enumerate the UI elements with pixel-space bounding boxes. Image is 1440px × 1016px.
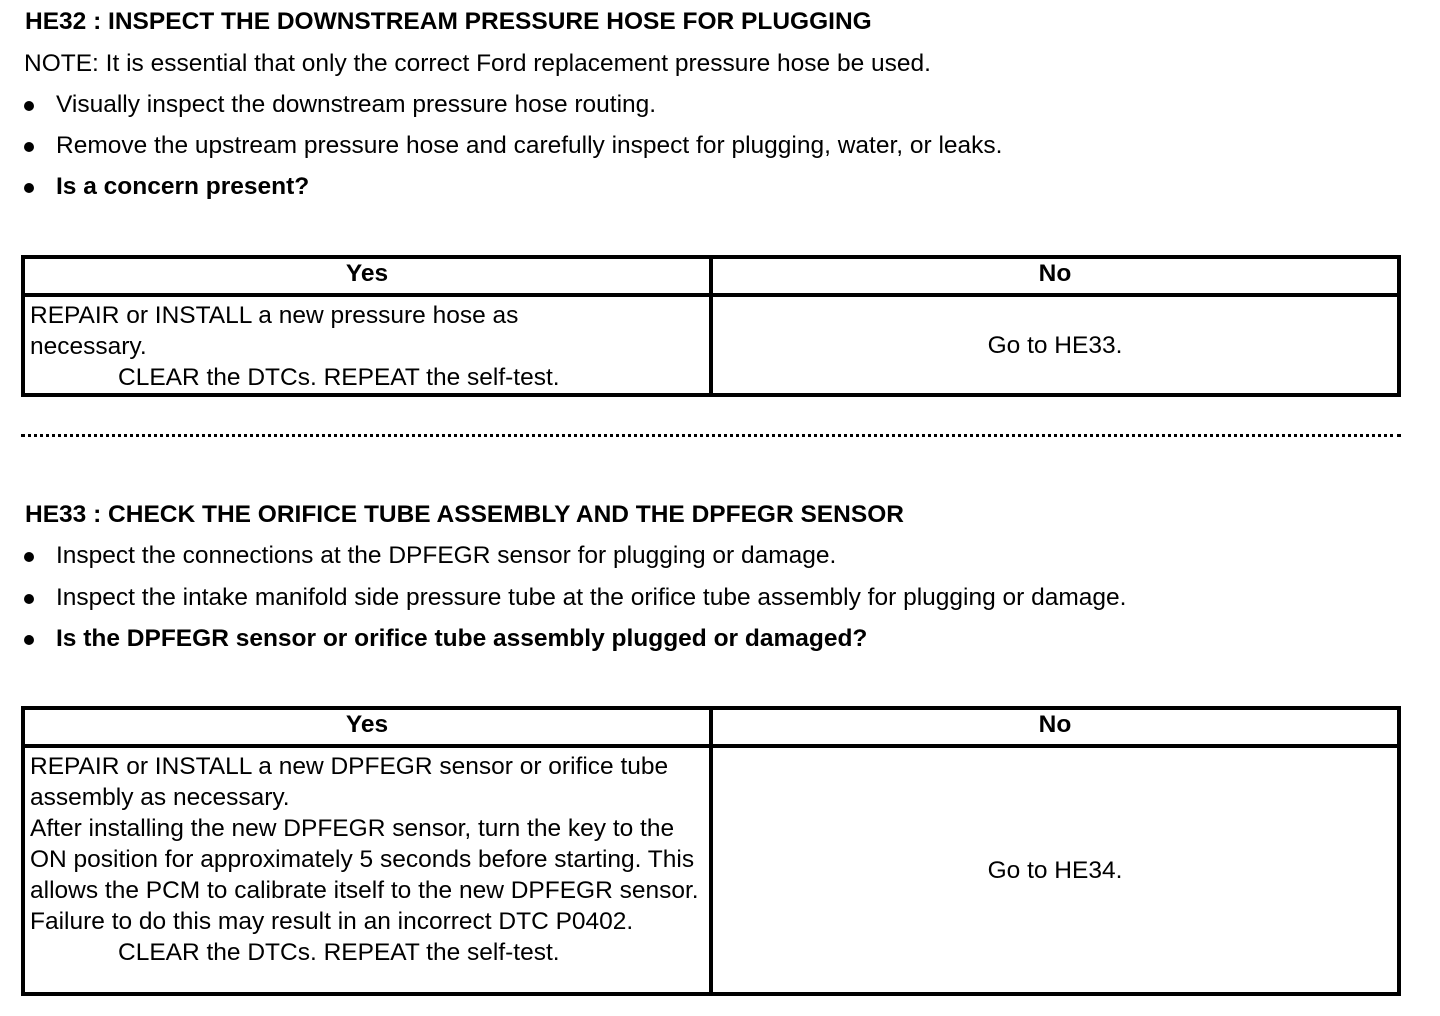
bullet-text: Visually inspect the downstream pressure hose routing.	[56, 91, 657, 118]
yes-action-text: After installing the new DPFEGR sensor, turn the key to the ON position for approximately 5 seconds before starting. This allows the PCM to calibrate itself to the new DPFEGR sensor. Failure to do this may result in an incorrect DTC P0402.	[30, 815, 699, 935]
bullet-icon	[24, 142, 34, 152]
yes-header: Yes	[23, 708, 711, 746]
yes-final-instruction: CLEAR the DTCs. REPEAT the self-test.	[118, 939, 560, 966]
bullet-icon	[24, 635, 34, 645]
question-text: Is the DPFEGR sensor or orifice tube assembly plugged or damaged?	[56, 625, 868, 652]
step-heading: HE32 : INSPECT THE DOWNSTREAM PRESSURE HOSE FOR PLUGGING	[25, 8, 872, 35]
no-action-cell: Go to HE34.	[711, 746, 1399, 994]
yes-action-text: REPAIR or INSTALL a new DPFEGR sensor or orifice tube assembly as necessary.	[30, 753, 669, 811]
decision-table	[21, 706, 1401, 996]
yes-action-cell	[23, 295, 711, 395]
yes-header: Yes	[23, 257, 711, 295]
note-text: NOTE: It is essential that only the correct Ford replacement pressure hose be used.	[24, 50, 931, 77]
bullet-text: Remove the upstream pressure hose and carefully inspect for plugging, water, or leaks.	[56, 132, 1003, 159]
bullet-text: Inspect the intake manifold side pressure tube at the orifice tube assembly for plugging or damage.	[56, 584, 1127, 611]
yes-final-instruction: CLEAR the DTCs. REPEAT the self-test.	[118, 364, 560, 391]
bullet-icon	[24, 594, 34, 604]
question-text: Is a concern present?	[56, 173, 310, 200]
bullet-icon	[24, 552, 34, 562]
yes-action-cell	[23, 746, 711, 994]
no-header: No	[711, 708, 1399, 746]
decision-table	[21, 255, 1401, 397]
bullet-icon	[24, 183, 34, 193]
yes-action-text: REPAIR or INSTALL a new pressure hose as necessary.	[30, 302, 519, 360]
section-divider	[21, 434, 1401, 437]
step-heading: HE33 : CHECK THE ORIFICE TUBE ASSEMBLY AND THE DPFEGR SENSOR	[25, 501, 904, 528]
bullet-text: Inspect the connections at the DPFEGR sensor for plugging or damage.	[56, 542, 837, 569]
no-header: No	[711, 257, 1399, 295]
no-action-cell: Go to HE33.	[711, 295, 1399, 395]
bullet-icon	[24, 101, 34, 111]
